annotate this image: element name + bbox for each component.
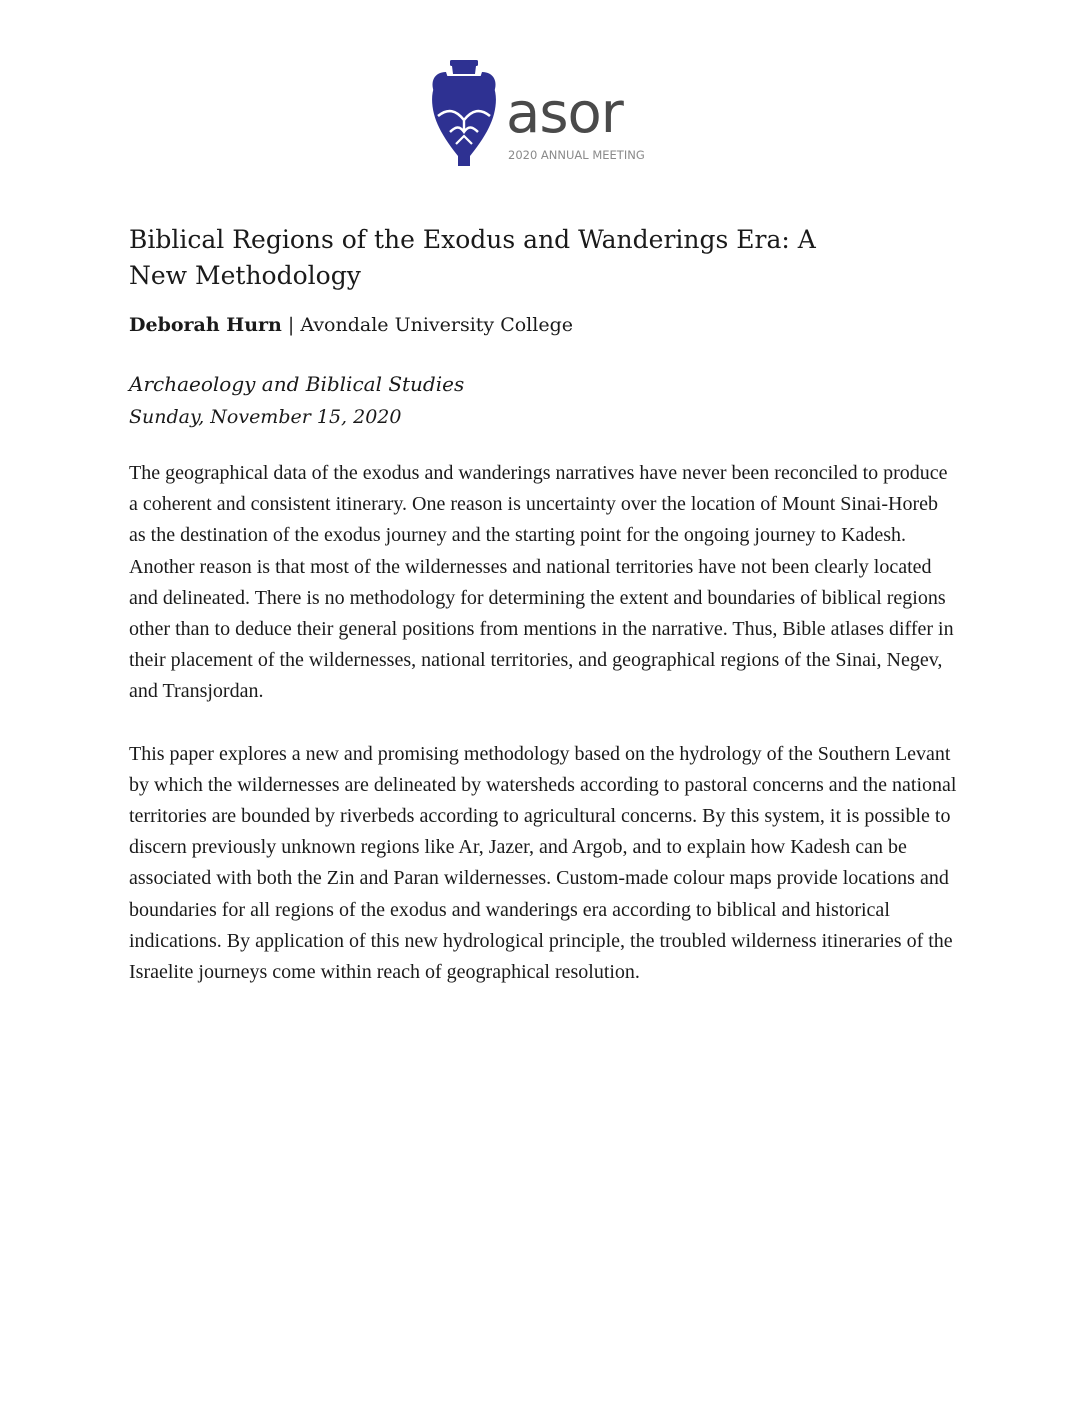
logo-tagline: 2020 ANNUAL MEETING (508, 148, 645, 162)
byline (129, 312, 959, 338)
amphora-icon (428, 58, 500, 170)
abstract-paragraph: The geographical data of the exodus and wanderings narratives have never been reconciled to produce a coherent and consistent itinerary. One reason is uncertainty over the location of Mount Sinai-Horeb as the destination of the exodus journey and the starting point for the ongoing journey to Kadesh. Another reason is that most of the wildernesses and national territories have not been clearly located and delineated. There is no methodology for determining the extent and boundaries of biblical regions other than to deduce their general positions from mentions in the narrative. Thus, Bible atlases differ in their placement of the wildernesses, national territories, and geographical regions of the Sinai, Negev, and Transjordan. (129, 462, 954, 703)
paper-title: Biblical Regions of the Exodus and Wanderings Era: A New Methodology (129, 225, 816, 290)
asor-logo (428, 58, 660, 170)
session-name: Archaeology and Biblical Studies (129, 372, 465, 396)
abstract-paragraph: This paper explores a new and promising methodology based on the hydrology of the Southern Levant by which the wildernesses are delineated by watersheds according to pastoral concerns and the national territories are bounded by riverbeds according to agricultural concerns. By this system, it is possible to discern previously unknown regions like Ar, Jazer, and Argob, and to explain how Kadesh can be associated with both the Zin and Paran wildernesses. Custom-made colour maps provide locations and boundaries for all regions of the exodus and wanderings era according to biblical and historical indications. By application of this new hydrological principle, the troubled wilderness itineraries of the Israelite journeys come within reach of geographical resolution. (129, 742, 957, 984)
session-date: Sunday, November 15, 2020 (129, 406, 402, 428)
logo-wordmark: asor (506, 81, 623, 146)
session-info (129, 368, 959, 434)
byline-separator: | (287, 314, 295, 336)
author-affiliation: Avondale University College (300, 314, 573, 336)
author-name: Deborah Hurn (129, 314, 282, 336)
document-body (129, 222, 959, 1019)
